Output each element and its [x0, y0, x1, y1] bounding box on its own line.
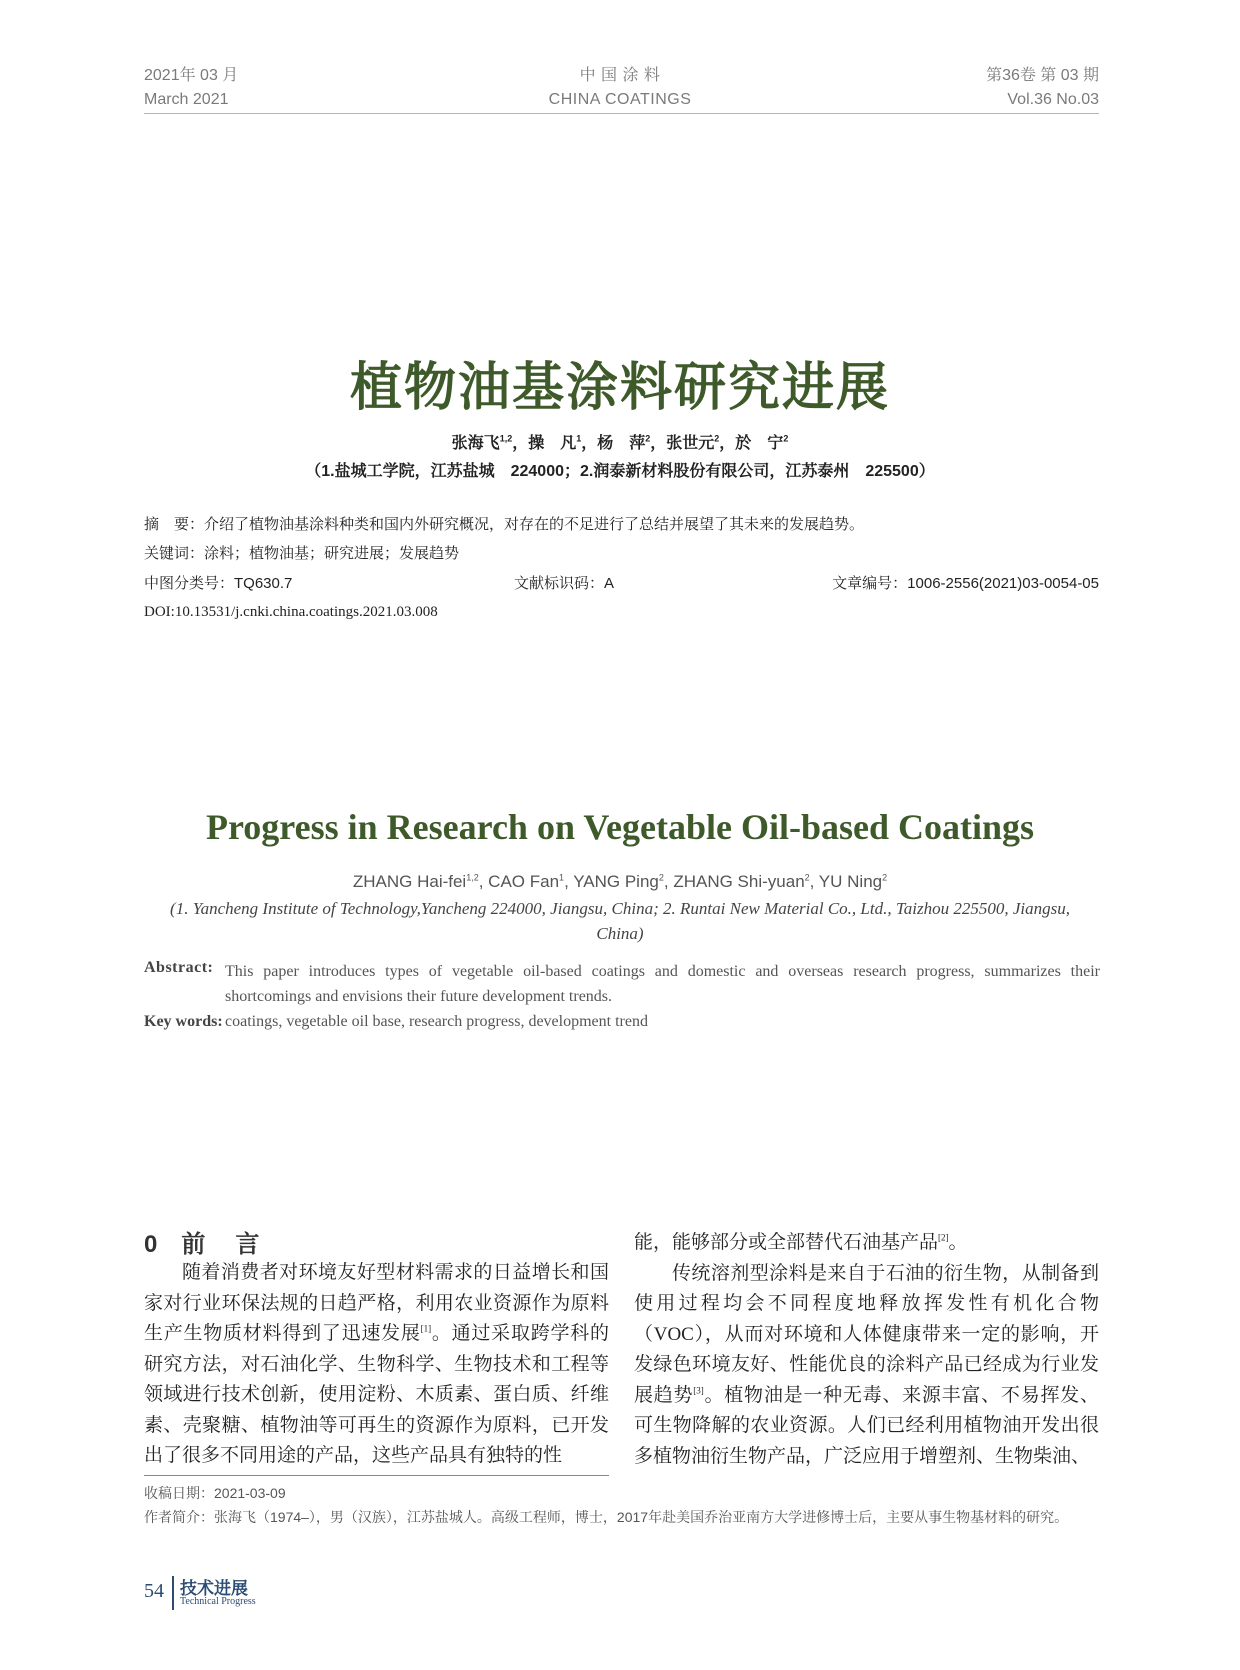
body-column-right	[634, 1228, 1099, 1472]
body-text: 能，能够部分或全部替代石油基产品	[634, 1232, 939, 1253]
author-en: , CAO Fan	[478, 872, 560, 891]
section-title-1: 前	[181, 1231, 206, 1258]
author-en-sup: 2	[658, 872, 664, 883]
header-divider	[144, 113, 1099, 114]
body-text: 。通过采取跨学科的研究方法，对石油化学、生物科学、生物技术和工程等领域进行技术创新，使用淀粉、木质素、蛋白质、纤维素、壳聚糖、植物油等可再生的资源作为原料，已开发出了很多不同用途的产品，这些产品具有独特的性	[144, 1323, 609, 1466]
page-section-cn: 技术进展	[180, 1579, 248, 1598]
author-en-sup: 2	[804, 872, 810, 883]
author-cn: ，於 宁	[719, 435, 784, 452]
author-en-sup: 1,2	[466, 872, 479, 883]
page-footer-bar	[172, 1576, 174, 1610]
affiliation-cn: （1.盐城工学院，江苏盐城 224000；2.润泰新材料股份有限公司，江苏泰州 225500）	[305, 463, 935, 480]
body-paragraph	[634, 1259, 1099, 1473]
authors-cn	[0, 430, 1240, 453]
author-cn-sup: 1,2	[499, 433, 513, 444]
keywords-cn: 关键词：涂料；植物油基；研究进展；发展趋势	[144, 545, 460, 562]
affiliation-en: (1. Yancheng Institute of Technology,Yancheng 224000, Jiangsu, China; 2. Runtai New Material Co., Ltd., Taizhou 225500, Jiangsu, China)	[170, 899, 1070, 943]
author-en-sup: 1	[559, 872, 565, 883]
footnote-received: 收稿日期：2021-03-09	[144, 1485, 286, 1501]
citation: [2]	[938, 1232, 949, 1243]
abstract-en: This paper introduces types of vegetable oil-based coatings and domestic and overseas research progress, summarizes their shortcomings and envisions their future development trends.	[225, 963, 1100, 1005]
header-journal-en: CHINA COATINGS	[548, 91, 692, 108]
abstract-en-label: Abstract:	[144, 959, 214, 976]
section-heading	[144, 1224, 259, 1259]
page-section-en: Technical Progress	[180, 1596, 256, 1607]
author-en: , YANG Ping	[564, 872, 659, 891]
header-volume	[986, 64, 1099, 112]
footnote-divider	[144, 1475, 609, 1476]
body-text: 随着消费者对环境友好型材料需求的日益增长和国家对行业环保法规的日趋严格，利用农业资源作为原料生产生物质材料得到了迅速发展	[144, 1262, 609, 1344]
header-date-en: March 2021	[144, 91, 229, 108]
author-cn: ，张世元	[650, 435, 715, 452]
footnote-author-bio: 作者简介：张海飞（1974–），男（汉族），江苏盐城人。高级工程师，博士，2017年赴美国乔治亚南方大学进修博士后，主要从事生物基材料的研究。	[144, 1509, 1069, 1525]
clc-number: 中图分类号：TQ630.7	[144, 575, 293, 592]
author-cn-sup: 2	[783, 433, 789, 444]
header-date-cn: 2021年 03 月	[144, 67, 239, 84]
authors-en	[0, 872, 1240, 892]
citation: [1]	[420, 1323, 432, 1334]
section-number: 0	[144, 1231, 158, 1258]
title-cn: 植物油基涂料研究进展	[349, 359, 890, 417]
header-volume-cn: 第36卷 第 03 期	[986, 67, 1099, 84]
keywords-en-label: Key words:	[144, 1013, 223, 1030]
body-text: 。	[948, 1232, 968, 1253]
author-en: , YU Ning	[809, 872, 883, 891]
keywords-en: coatings, vegetable oil base, research progress, development trend	[225, 1013, 648, 1030]
author-cn: 张海飞	[451, 435, 500, 452]
doi: DOI:10.13531/j.cnki.china.coatings.2021.03.008	[144, 604, 438, 620]
author-cn: ，操 凡	[512, 435, 577, 452]
header-volume-en: Vol.36 No.03	[1007, 91, 1099, 108]
body-text: 。植物油是一种无毒、来源丰富、不易挥发、可生物降解的农业资源。人们已经利用植物油开发出很多植物油衍生物产品，广泛应用于增塑剂、生物柴油、	[634, 1384, 1099, 1467]
citation: [3]	[693, 1385, 704, 1396]
body-text: 传统溶剂型涂料是来自于石油的衍生物，从制备到使用过程均会不同程度地释放挥发性有机化合物（VOC），从而对环境和人体健康带来一定的影响，开发绿色环境友好、性能优良的涂料产品已经成为行业发展趋势	[634, 1262, 1099, 1406]
author-cn-sup: 1	[576, 433, 582, 444]
document-code: 文献标识码：A	[514, 575, 615, 592]
header-journal-cn: 中 国 涂 料	[579, 67, 661, 84]
author-en: ZHANG Hai-fei	[352, 872, 467, 891]
author-cn-sup: 2	[645, 433, 651, 444]
abstract-cn: 摘 要：介绍了植物油基涂料种类和国内外研究概况，对存在的不足进行了总结并展望了其未来的发展趋势。	[144, 516, 865, 533]
body-paragraph	[634, 1228, 1099, 1259]
title-en: Progress in Research on Vegetable Oil-based Coatings	[205, 807, 1035, 847]
author-en: , ZHANG Shi-yuan	[663, 872, 805, 891]
section-title-2: 言	[235, 1231, 260, 1258]
page-number: 54	[144, 1580, 164, 1602]
body-column-left	[144, 1258, 609, 1472]
author-en-sup: 2	[882, 872, 888, 883]
article-number: 文章编号：1006-2556(2021)03-0054-05	[832, 575, 1099, 592]
body-paragraph	[144, 1258, 609, 1472]
author-cn-sup: 2	[714, 433, 720, 444]
author-cn: ，杨 萍	[581, 435, 646, 452]
